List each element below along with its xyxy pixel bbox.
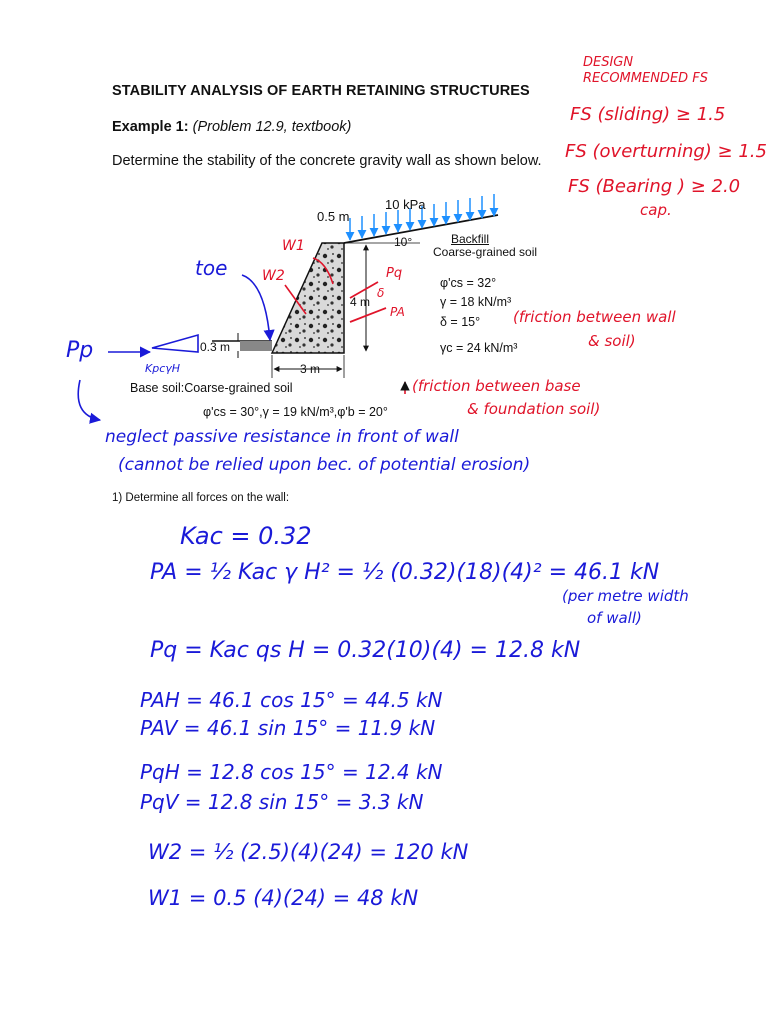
calc-pq: Pq = Kac qs H = 0.32(10)(4) = 12.8 kN [150, 638, 581, 663]
height-label: 4 m [350, 295, 371, 309]
example-label: Example 1: [112, 119, 189, 135]
top-width-label: 0.5 m [317, 209, 350, 224]
pp-note: Pp [66, 338, 94, 363]
wall-body [272, 243, 344, 353]
design-heading-line1: DESIGN [583, 55, 634, 70]
calc-pa-note-2: of wall) [587, 609, 642, 627]
calc-pa-note-1: (per metre width [562, 587, 689, 605]
wall-friction-note-2: & soil) [588, 332, 636, 350]
calc-pa-note [562, 585, 689, 629]
w1-note: W1 [282, 238, 305, 254]
base-soil-properties: φ'cs = 30°,γ = 19 kN/m³,φ'b = 20° [203, 405, 388, 419]
base-friction-note-1: (friction between base [412, 377, 581, 395]
concrete-unit-weight: γc = 24 kN/m³ [440, 341, 518, 355]
passive-triangle [152, 335, 198, 352]
kp-note: KpcγH [145, 362, 181, 375]
wall-friction-note-1: (friction between wall [513, 308, 676, 326]
surcharge-label: 10 kPa [385, 197, 426, 212]
toe-ground-fill [240, 341, 272, 351]
task-statement: Determine the stability of the concrete gravity wall as shown below. [112, 153, 542, 169]
pa-arrow [350, 308, 386, 322]
toe-arrow [242, 275, 270, 340]
w2-note: W2 [262, 268, 285, 284]
calc-pqh: PqH = 12.8 cos 15° = 12.4 kN [140, 760, 443, 784]
neglect-passive-note: neglect passive resistance in front of wall [105, 427, 459, 447]
step-1-heading: 1) Determine all forces on the wall: [112, 492, 290, 504]
base-friction-note-2: & foundation soil) [467, 400, 601, 418]
fs-bearing-cap: cap. [640, 201, 672, 219]
pq-note: Pq [386, 266, 403, 281]
calc-w2: W2 = ½ (2.5)(4)(24) = 120 kN [148, 840, 469, 864]
slope-label: 10° [394, 235, 413, 249]
toe-depth-label: 0.3 m [200, 340, 231, 354]
calc-pav: PAV = 46.1 sin 15° = 11.9 kN [140, 716, 436, 740]
calc-pa: PA = ½ Kac γ H² = ½ (0.32)(18)(4)² = 46.1 kN [150, 560, 660, 585]
toe-note: toe [195, 256, 228, 280]
backfill-soil-label: Coarse-grained soil [433, 245, 538, 259]
base-width-label: 3 m [300, 362, 321, 376]
erosion-note: (cannot be relied upon bec. of potential erosion) [118, 455, 531, 475]
calc-kac: Kac = 0.32 [180, 522, 312, 550]
calc-pqv: PqV = 12.8 sin 15° = 3.3 kN [140, 790, 424, 814]
backfill-label: Backfill [451, 232, 490, 246]
fs-sliding: FS (sliding) ≥ 1.5 [570, 104, 726, 125]
base-friction-note [412, 375, 600, 421]
page-title: STABILITY ANALYSIS OF EARTH RETAINING STRUCTURES [112, 83, 530, 99]
backfill-gamma: γ = 18 kN/m³ [440, 295, 512, 309]
pp-arrow [78, 380, 100, 420]
design-heading-line2: RECOMMENDED FS [583, 71, 709, 86]
calc-w1: W1 = 0.5 (4)(24) = 48 kN [148, 886, 419, 910]
fs-overturning: FS (overturning) ≥ 1.5 [565, 141, 767, 162]
calc-pah: PAH = 46.1 cos 15° = 44.5 kN [140, 688, 443, 712]
delta-note: δ [377, 286, 385, 300]
fs-bearing-part-a: FS (Bearing [568, 176, 673, 197]
backfill-phi: φ'cs = 32° [440, 276, 497, 290]
wall-friction-note [513, 305, 676, 353]
base-soil-label: Base soil:Coarse-grained soil [130, 381, 293, 395]
fs-bearing-part-c: ) ≥ 2.0 [677, 176, 741, 197]
wall-friction-delta: δ = 15° [440, 315, 481, 329]
pa-note: PA [390, 305, 405, 319]
example-reference: (Problem 12.9, textbook) [192, 119, 352, 135]
